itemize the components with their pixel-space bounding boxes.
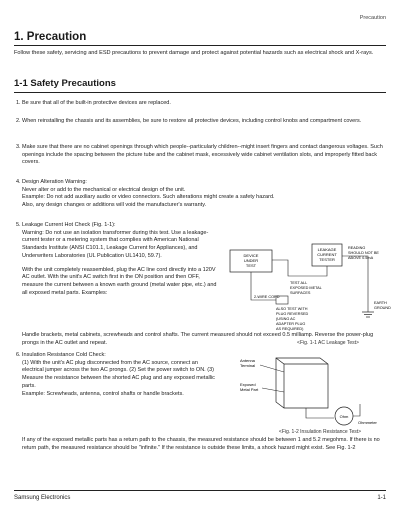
tester-label-line: LEAKAGE: [317, 247, 337, 252]
cord-label: 2-WIRE CORD: [254, 295, 280, 299]
metal-label-line: Exposed: [240, 382, 256, 387]
item-text: (1) With the unit's AC plug disconnected from the AC source, connect an electrical jumper across the two AC prongs. (2) Set the power switch to ON. (3) Measure the resistance between the shorted AC plug and any exposed metallic parts.: [22, 359, 215, 389]
test-label-line: SURFACES: [290, 291, 311, 295]
item-number: 2.: [16, 118, 21, 124]
ground-label-line: GROUND: [374, 306, 391, 310]
item-text: Be sure that all of the built-in protective devices are replaced.: [22, 100, 171, 106]
footer-rule: [14, 490, 386, 491]
header-section: Precaution: [359, 15, 386, 21]
meter-lead: [353, 404, 360, 416]
chassis-label: Ohmmeter: [358, 420, 377, 425]
item-text: Example: Do not add auxiliary audio or video connectors. Such alterations might create a safety hazard.: [22, 194, 275, 201]
item-text: Example: Screwheads, antenna, control shafts or handle brackets.: [22, 390, 184, 397]
ground-wire: [342, 256, 368, 312]
also-label-line: ADAPTER PLUG: [276, 322, 306, 326]
item-heading: Leakage Current Hot Check (Fig. 1-1):: [22, 222, 116, 228]
reading-label-line: ABOVE 0.5mA: [348, 256, 374, 260]
metal-label-line: Metal Part: [240, 387, 259, 392]
item-text: If any of the exposed metallic parts has a return path to the chassis, the measured resistance should be between 1 and 5.2 megohms. If there is no return path, the measured resistance should be "infinite." If the resistance is outside these limits, a shock hazard might exist. See Fig. 1-2: [22, 437, 380, 451]
section-rule: [14, 92, 386, 93]
figure-caption: <Fig. 1-2 Insulation Resistance Test>: [278, 429, 362, 435]
meter-lead: [306, 408, 334, 418]
probe-wire: [272, 260, 327, 276]
antenna-pointer: [260, 365, 284, 372]
device-label-line: TEST: [245, 263, 257, 268]
device-cabinet-edge: [276, 358, 328, 408]
page-number: 1-1: [377, 495, 386, 501]
item-number: 3.: [16, 144, 21, 150]
section-title: 1-1 Safety Precautions: [14, 78, 116, 89]
tester-label-line: TESTER: [319, 257, 335, 262]
page-title: 1. Precaution: [14, 31, 87, 43]
ground-label-line: EARTH: [374, 301, 387, 305]
item-text: Handle brackets, metal cabinets, screwheads and control shafts. The current measured should not exceed 0.5 milliamp. Reverse the power-plug prongs in the AC outlet and repeat.: [22, 332, 374, 346]
item-number: 4.: [16, 179, 21, 185]
item-number: 5.: [16, 222, 21, 228]
list-item-6-continued: [22, 437, 386, 452]
device-label-line: DEVICE: [243, 253, 259, 258]
item-number: 1.: [16, 100, 21, 106]
test-label-line: TEST ALL: [290, 281, 308, 285]
footer-brand: Samsung Electronics: [14, 495, 71, 501]
title-rule: [14, 45, 386, 46]
also-label-line: ALSO TEST WITH: [276, 307, 308, 311]
ohmmeter-label: Ohm: [339, 414, 349, 419]
reading-label-line: SHOULD NOT BE: [348, 251, 379, 255]
device-label-line: UNDER: [243, 258, 259, 263]
list-item-4: [16, 179, 386, 210]
reading-label-line: READING: [348, 246, 366, 250]
also-label-line: PLUG REVERSED: [276, 312, 309, 316]
tester-label-line: CURRENT: [317, 252, 337, 257]
intro-text: Follow these safety, servicing and ESD precautions to prevent damage and protect against potential hazards such as electrical shock and X-rays.: [14, 50, 374, 56]
item-number: 6.: [16, 352, 21, 358]
item-text: With the unit completely reassembled, plug the AC line cord directly into a 120V AC outlet. With the unit's AC switch first in the ON position and then OFF, measure the current between a known earth ground (metal water pipe, etc.) and all exposed metal parts. Examples:: [22, 266, 217, 296]
insulation-resistance-test-figure: [230, 352, 390, 434]
also-label-line: AS REQUIRED): [276, 327, 304, 331]
item-text: Design Alteration Warning:: [22, 179, 87, 185]
also-label-line: (USING AC: [276, 317, 296, 321]
antenna-label-line: Antenna: [240, 358, 255, 363]
metal-pointer: [262, 388, 284, 392]
item-text: When reinstalling the chassis and its assemblies, be sure to restore all protective devices, including control knobs and compartment covers.: [22, 118, 362, 124]
test-label-line: EXPOSED METAL: [290, 286, 322, 290]
list-item-1: [16, 100, 386, 108]
item-heading: Insulation Resistance Cold Check:: [22, 352, 106, 358]
item-text: Also, any design changes or additions will void the manufacturer's warranty.: [22, 202, 207, 209]
ac-leakage-test-figure: [218, 240, 391, 350]
item-text: Make sure that there are no cabinet openings through which people--particularly children--might insert fingers and contact dangerous voltages. Such openings include the spacing between the picture tube and the cabinet mask, excessively wide cabinet ventilation slots, and improperly fitted back covers.: [22, 144, 383, 166]
antenna-label-line: Terminal: [240, 363, 256, 368]
list-item-2: [16, 118, 386, 126]
item-text: Never alter or add to the mechanical or electrical design of the unit.: [22, 186, 186, 193]
list-item-3: [16, 144, 386, 167]
figure-caption: <Fig. 1-1 AC Leakage Test>: [297, 340, 359, 346]
item-text: Warning: Do not use an isolation transformer during this test. Use a leakage-current tester or a metering system that complies with American National Standards Institute (ANSI C101.1, Leakage Current for Appliances), and Underwriters Laboratories (UL Publication UL1410, 59.7).: [22, 229, 209, 259]
